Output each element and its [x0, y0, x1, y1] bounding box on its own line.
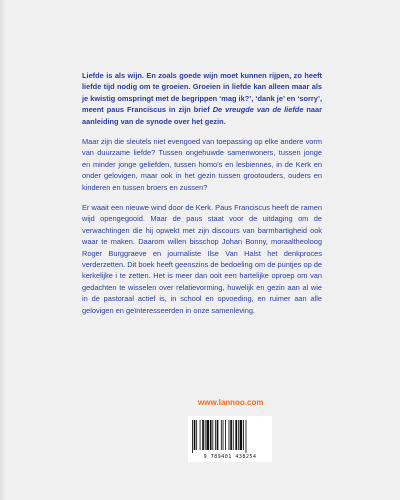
barcode-bar	[243, 420, 244, 450]
publisher-website: www.lannoo.com	[198, 398, 264, 407]
book-title-reference: De vreugde van de liefde	[212, 105, 304, 115]
barcode-bar	[200, 420, 201, 450]
barcode-bar	[192, 420, 193, 453]
barcode-bar	[238, 420, 239, 450]
barcode-bar	[240, 420, 243, 450]
barcode-bar	[246, 420, 247, 453]
barcode-bar	[221, 420, 222, 450]
intro-blurb	[82, 70, 322, 127]
barcode-bar	[194, 420, 196, 450]
barcode-bar	[210, 420, 212, 450]
barcode-bar	[196, 420, 197, 450]
paragraph-questions: Maar zijn die sleutels niet evengoed van toepassing op elke andere vorm van duurzame liefde? Tussen ongehuwde samenwoners, tussen jonge en minder jonge geliefden, tussen homo’s en lesbiennes, in de Kerk en onder gelovigen, maar ook in het gezin tussen grootouders, ouders en kinderen en tussen broers en zussen?	[82, 137, 322, 192]
barcode	[188, 416, 272, 462]
blurb-text-start: Liefde is als wijn. En zoals goede wijn moet kunnen rijpen, zo heeft liefde tijd nodig om te groeien. Groeien in liefde kan alleen maar als je kwistig omspringt met de begrippen ‘mag ik?’, ‘dank je’ en ‘sorry’, meent paus Franciscus in zijn brief	[82, 71, 322, 115]
barcode-bar	[230, 420, 232, 450]
blurb-text-end: naar aanleiding van de synode over het gezin.	[82, 105, 323, 126]
barcode-bar	[229, 420, 230, 450]
barcode-bar	[217, 420, 219, 450]
barcode-bars	[192, 420, 268, 453]
barcode-bar	[225, 420, 226, 450]
isbn-number: 9 789401 438254	[203, 454, 257, 460]
barcode-bar	[206, 420, 209, 450]
barcode-bar	[223, 420, 224, 450]
barcode-bar	[215, 420, 216, 450]
barcode-bar	[205, 420, 206, 450]
spine-edge	[0, 0, 6, 500]
paragraph-description: Er waait een nieuwe wind door de Kerk. Paus Franciscus heeft de ramen wijd opengegooid. Maar de paus staat voor de uitdaging om de verwachtingen die hij opwekt met zijn discours van barmhartigheid ook waar te maken. Daarom willen bisschop Johan Bonny, moraaltheoloog Roger Burggraeve en journaliste Ilse Van Halst het denkproces verderzetten. Dit boek heeft geenszins de bedoeling om de puntjes op de kerkelijke i te zetten. Het is meer dan ooit een hartelijke oproep om van gedachten te wisselen over relatievorming, huwelijk en gezin aan al wie in de pastoraal actief is, in school en opvoeding, en ruimer aan alle gelovigen en geïnteresseerden in onze samenleving.	[82, 203, 322, 315]
barcode-bar	[202, 420, 204, 450]
barcode-bar	[212, 420, 213, 450]
barcode-bar	[235, 420, 237, 450]
barcode-bar	[233, 420, 234, 450]
